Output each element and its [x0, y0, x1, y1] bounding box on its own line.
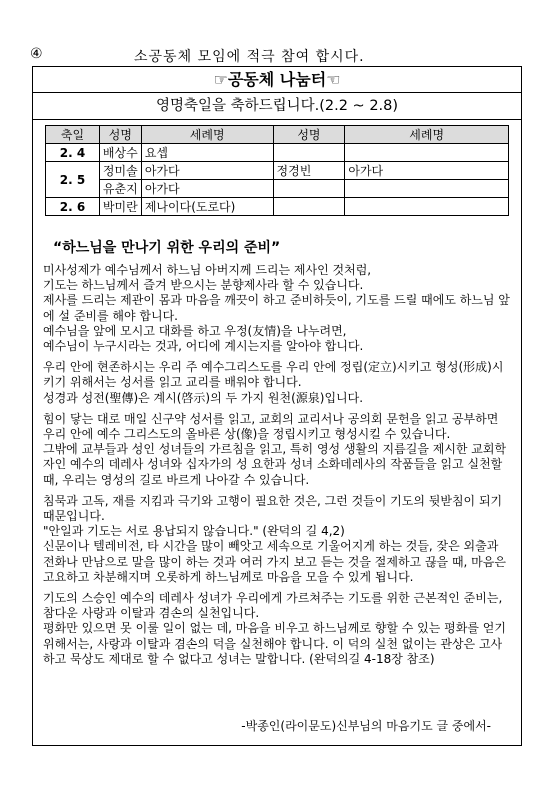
baptismal-name: 제나이다(도로다): [141, 198, 273, 216]
header-baptismal-name: 세례명: [345, 126, 509, 144]
header-date: 축일: [46, 126, 100, 144]
feast-date: 2. 6: [46, 198, 100, 216]
header-name: 성명: [273, 126, 345, 144]
paragraph: 침묵과 고독, 재를 지킴과 극기와 고행이 필요한 것은, 그런 것들이 기도의 뒷받침이 되기 때문입니다. "안일과 기도는 서로 용납되지 않습니다." (완덕의 길 4,2) 신문이나 텔레비전, 타 시간을 많이 빼앗고 세속으로 기울어지게 하는 것들, 잦은 외출과 전화나 만남으로 말을 많이 하는 것과 여러 가지 보고 듣는 것을 절제하고 끊을 때, 마음은 고요하고 차분해지며 오롯하게 하느님께로 마음을 모을 수 있게 됩니다.: [43, 493, 506, 584]
person-name: 박미란: [99, 198, 141, 216]
paragraph: 힘이 닿는 대로 매일 신구약 성서를 읽고, 교회의 교리서나 공의회 문헌을 읽고 공부하면 우리 안에 예수 그리스도의 올바른 상(像)을 정립시키고 형성시킬 수 있습니다. 그밖에 교부들과 성인 성녀들의 가르침을 읽고, 특히 영성 생활의 지름길을 제시한 교회학자인 예수의 데레사 성녀와 십자가의 성 요한과 성녀 소화데레사의 작품들을 읽고 실천할 때, 우리는 영성의 길로 바르게 나아갈 수 있습니다.: [43, 411, 507, 487]
table-row: [46, 180, 509, 198]
newsletter-frame: [32, 66, 522, 746]
header-baptismal-name: 세례명: [141, 126, 273, 144]
baptismal-name: [345, 198, 509, 216]
article-title: “하느님을 만나기 위한 우리의 준비”: [53, 240, 281, 256]
section-title: ☞공동체 나눔터☜: [33, 67, 521, 93]
baptismal-name: 요셉: [141, 144, 273, 162]
table-row: [46, 198, 509, 216]
slogan: 소공동체 모임에 적극 참여 합시다.: [134, 49, 365, 65]
person-name: [273, 180, 345, 198]
baptismal-name: [345, 180, 509, 198]
baptismal-name: 아가다: [345, 162, 509, 180]
baptismal-name: 아가다: [141, 180, 273, 198]
person-name: 유춘지: [99, 180, 141, 198]
page-number: ④: [30, 46, 43, 62]
person-name: [273, 198, 345, 216]
person-name: [273, 144, 345, 162]
feast-date: 2. 4: [46, 144, 100, 162]
table-row: [46, 162, 509, 180]
paragraph: 기도의 스승인 예수의 데레사 성녀가 우리에게 가르쳐주는 기도를 위한 근본적인 준비는, 참다운 사랑과 이탈과 겸손의 실천입니다. 평화만 있으면 못 이룰 일이 없는 데, 마음을 비우고 하느님께로 향할 수 있는 평화를 얻기 위해서는, 사랑과 이탈과 겸손의 덕을 실천해야 합니다. 이 덕의 실천 없이는 관상은 고사하고 묵상도 제대로 할 수 없다고 성녀는 말합니다. (완덕의길 4-18장 참조): [43, 591, 506, 666]
table-row: [46, 144, 509, 162]
paragraph: 미사성제가 예수님께서 하느님 아버지께 드리는 제사인 것처럼, 기도는 하느님께서 즐겨 받으시는 분향제사라 할 수 있습니다. 제사를 드리는 제관이 몸과 마음을 깨끗이 하고 준비하듯이, 기도를 드릴 때에도 하느님 앞에 설 준비를 해야 합니다. 예수님을 앞에 모시고 대화를 하고 우정(友情)을 나누려면, 예수님이 누구시라는 것과, 어디에 계시는지를 알아야 합니다.: [43, 263, 510, 354]
feast-date: 2. 5: [46, 162, 100, 198]
person-name: 배상수: [99, 144, 141, 162]
baptismal-name: 아가다: [141, 162, 273, 180]
person-name: 정경빈: [273, 162, 345, 180]
header-name: 성명: [99, 126, 141, 144]
feast-day-table: [45, 125, 509, 216]
signature: -박종인(라이문도)신부님의 마음기도 글 중에서-: [241, 719, 491, 733]
person-name: 정미솔: [99, 162, 141, 180]
baptismal-name: [345, 144, 509, 162]
table-header-row: [46, 126, 509, 144]
birthday-heading: 영명축일을 축하드립니다.(2.2 ~ 2.8): [33, 93, 521, 120]
article-body: [43, 263, 513, 673]
paragraph: 우리 안에 현존하시는 우리 주 예수그리스도를 우리 안에 정립(定立)시키고 형성(形成)시키기 위해서는 성서를 읽고 교리를 배워야 합니다. 성경과 성전(聖傳)은 계시(啓示)의 두 가지 원천(源泉)입니다.: [43, 360, 504, 405]
